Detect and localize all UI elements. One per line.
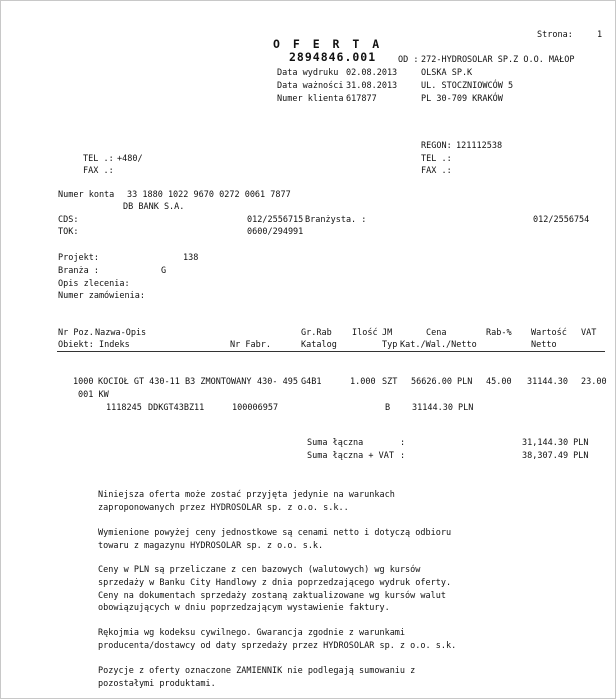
row-type: B [385, 403, 391, 413]
page-label: Strona: [537, 30, 573, 40]
account-number: 33 1880 1022 9670 0272 0061 7877 [127, 190, 291, 200]
print-date-value: 02.08.2013 [346, 68, 398, 78]
tok-label: TOK: [58, 227, 79, 237]
bank-name: DB BANK S.A. [123, 202, 185, 212]
project-label: Projekt: [58, 253, 99, 263]
seller-line-3: UL. STOCZNIOWCÓW 5 [421, 81, 514, 91]
account-label: Numer konta [58, 190, 115, 200]
seller-tel-label: TEL .: [421, 154, 452, 164]
order-number-label: Numer zamówienia: [58, 291, 145, 301]
client-tel-value: +480/ [117, 154, 143, 164]
row-discount: 45.00 [486, 377, 512, 387]
col-netto: Netto [531, 340, 557, 350]
col-wartosc: Wartość [531, 328, 567, 338]
seller-od-label: OD : [398, 55, 419, 65]
seller-line-1: 272-HYDROSOLAR SP.Z O.O. MAŁOP [421, 55, 575, 65]
valid-date-label: Data ważności [277, 81, 344, 91]
total-label: Suma łączna [307, 438, 364, 448]
row-net: 31144.30 PLN [412, 403, 474, 413]
valid-date-value: 31.08.2013 [346, 81, 398, 91]
order-description-label: Opis zlecenia: [58, 279, 130, 289]
col-grrab: Gr.Rab [301, 328, 332, 338]
seller-fax-label: FAX .: [421, 166, 452, 176]
note-4-line-2: producenta/dostawcy od daty sprzedaży przez HYDROSOLAR sp. z o.o. s.k. [98, 641, 457, 651]
client-number-label: Numer klienta [277, 94, 344, 104]
client-tel-label: TEL .: [83, 154, 114, 164]
cds-value: 012/2556715 [247, 215, 304, 225]
client-number-value: 617877 [346, 94, 377, 104]
col-nrfabr: Nr Fabr. [230, 340, 271, 350]
row-serial: 100006957 [232, 403, 279, 413]
col-katwal: Kat./Wal./Netto [400, 340, 477, 350]
branzysta-value: 012/2556754 [533, 215, 590, 225]
total-vat-colon: : [400, 451, 406, 461]
note-1-line-1: Niniejsza oferta może zostać przyjęta jedynie na warunkach [98, 490, 395, 500]
col-nrpoz: Nr Poz. [58, 328, 94, 338]
document-title: O F E R T A [273, 37, 383, 51]
regon-value: 121112538 [456, 141, 503, 151]
branzysta-label: Branżysta. : [305, 215, 367, 225]
row-code: DDKGT43BZ11 [148, 403, 205, 413]
note-4-line-1: Rękojmia wg kodeksu cywilnego. Gwarancja zgodnie z warunkami [98, 628, 406, 638]
project-value: 138 [183, 253, 199, 263]
note-3-line-3: Ceny na dokumentach sprzedaży zostaną zaktualizowane wg kursów walut [98, 591, 446, 601]
col-katalog: Katalog [301, 340, 337, 350]
row-line-2: 001 KW [78, 390, 109, 400]
note-3-line-2: sprzedaży w Banku City Handlowy z dnia poprzedzającego wydruk oferty. [98, 578, 452, 588]
seller-line-2: OLSKA SP.K [421, 68, 473, 78]
note-2-line-1: Wymienione powyżej ceny jednostkowe są cenami netto i dotyczą odbioru [98, 528, 452, 538]
regon-label: REGON: [421, 141, 452, 151]
print-date-label: Data wydruku [277, 68, 339, 78]
note-3-line-1: Ceny w PLN są przeliczane z cen bazowych (walutowych) wg kursów [98, 565, 421, 575]
branch-label: Branża : [58, 266, 99, 276]
row-position: 1000 [73, 377, 94, 387]
total-vat-label: Suma łączna + VAT [307, 451, 394, 461]
row-group: G4B1 [301, 377, 322, 387]
table-header-rule [57, 351, 605, 352]
page-number: 1 [597, 30, 603, 40]
tok-value: 0600/294991 [247, 227, 304, 237]
col-jm: JM [382, 328, 393, 338]
col-ilosc: Ilość [352, 328, 378, 338]
note-5-line-2: pozostałymi produktami. [98, 679, 216, 689]
branch-value: G [161, 266, 167, 276]
col-nazwa: Nazwa-Opis [95, 328, 147, 338]
col-indeks: Indeks [99, 340, 130, 350]
seller-line-4: PL 30-709 KRAKÓW [421, 94, 503, 104]
col-obiekt: Obiekt: [58, 340, 94, 350]
offer-number: 2894846.001 [289, 50, 377, 64]
client-fax-label: FAX .: [83, 166, 114, 176]
col-vat: VAT [581, 328, 597, 338]
total-vat-value: 38,307.49 PLN [522, 451, 589, 461]
row-unit: SZT [382, 377, 398, 387]
total-value: 31,144.30 PLN [522, 438, 589, 448]
col-typ: Typ [382, 340, 398, 350]
row-vat: 23.00 [581, 377, 607, 387]
row-description-cont: 430- 495 [257, 377, 298, 387]
row-value: 31144.30 [527, 377, 568, 387]
col-cena: Cena [426, 328, 447, 338]
note-3-line-4: obowiązujących w dniu poprzedzającym wystawienie faktury. [98, 603, 390, 613]
note-5-line-1: Pozycje z oferty oznaczone ZAMIENNIK nie podlegają sumowaniu z [98, 666, 416, 676]
cds-label: CDS: [58, 215, 79, 225]
note-2-line-2: towaru z magazynu HYDROSOLAR sp. z o.o. s.k. [98, 541, 324, 551]
row-index: 1118245 [106, 403, 142, 413]
col-rab: Rab-% [486, 328, 512, 338]
note-1-line-2: zaproponowanych przez HYDROSOLAR sp. z o.o. s.k.. [98, 503, 349, 513]
row-quantity: 1.000 [350, 377, 376, 387]
total-colon: : [400, 438, 406, 448]
row-description: KOCIOŁ GT 430-11 B3 ZMONTOWANY [98, 377, 252, 387]
row-price: 56626.00 PLN [411, 377, 473, 387]
